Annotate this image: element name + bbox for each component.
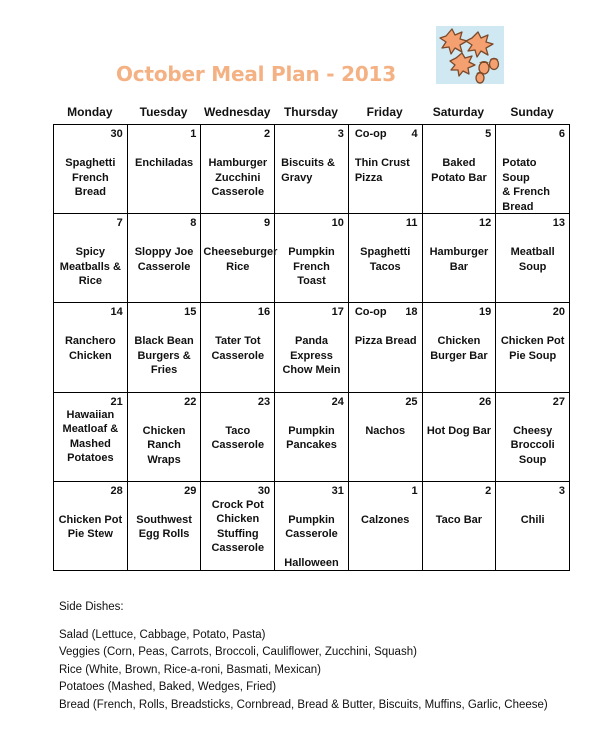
day-number: 21 bbox=[110, 395, 123, 408]
day-number: 3 bbox=[337, 128, 344, 140]
meal-name: Chicken Ranch Wraps bbox=[142, 424, 186, 466]
day-number: 28 bbox=[110, 484, 123, 497]
meal-name: Panda Express Chow Mein bbox=[282, 335, 341, 377]
calendar-cell bbox=[54, 125, 128, 214]
meal-name: Meatball Soup bbox=[510, 246, 555, 273]
meal-name: Chicken Pot Pie Soup bbox=[500, 335, 565, 362]
meal-name: Cheeseburger Rice bbox=[203, 246, 278, 273]
calendar-cell bbox=[54, 214, 128, 303]
day-number: 7 bbox=[116, 217, 123, 230]
meal-name: Crock Pot Chicken Stuffing Casserole bbox=[211, 498, 265, 555]
meal-name: Potato Soup & French Bread bbox=[502, 157, 550, 213]
calendar-cell bbox=[423, 125, 497, 214]
day-number: 26 bbox=[479, 395, 492, 408]
holiday-note: Halloween bbox=[284, 556, 339, 569]
calendar-cell bbox=[349, 482, 423, 571]
calendar-grid bbox=[53, 124, 570, 571]
meal-name: Pumpkin French Toast bbox=[288, 246, 335, 288]
meal-name: Hot Dog Bar bbox=[426, 424, 491, 437]
weekday-tuesday: Tuesday bbox=[139, 105, 188, 119]
meal-name: Tater Tot Casserole bbox=[211, 335, 265, 362]
meal-name: Chicken Pot Pie Stew bbox=[58, 513, 123, 541]
day-number: 12 bbox=[479, 217, 492, 230]
day-number: 15 bbox=[184, 306, 197, 319]
calendar-cell bbox=[201, 303, 275, 392]
day-number: 6 bbox=[558, 128, 565, 140]
calendar-cell bbox=[349, 393, 423, 482]
meal-name: Pizza Bread bbox=[354, 335, 417, 348]
day-number: 14 bbox=[110, 306, 123, 319]
calendar-cell bbox=[423, 214, 497, 303]
calendar-cell bbox=[201, 214, 278, 303]
day-number: 2 bbox=[264, 128, 271, 140]
weekday-monday: Monday bbox=[67, 105, 113, 119]
side-dishes-heading: Side Dishes: bbox=[59, 601, 124, 613]
weekday-header bbox=[53, 104, 569, 124]
day-number: 9 bbox=[264, 217, 271, 230]
meal-name: Taco Bar bbox=[435, 513, 483, 526]
side-dishes bbox=[59, 599, 548, 715]
calendar-cell bbox=[423, 303, 497, 392]
calendar-cell bbox=[128, 125, 202, 214]
day-number: 23 bbox=[257, 395, 271, 408]
calendar-cell bbox=[423, 482, 497, 571]
calendar-cell bbox=[201, 125, 275, 214]
calendar-cell bbox=[275, 214, 349, 303]
coop-tag: Co-op bbox=[354, 128, 387, 140]
day-number: 5 bbox=[485, 128, 492, 140]
weekday-wednesday: Wednesday bbox=[204, 105, 271, 119]
calendar-cell bbox=[201, 393, 275, 482]
day-number: 3 bbox=[558, 484, 565, 497]
calendar-cell bbox=[496, 125, 570, 214]
day-number: 29 bbox=[184, 484, 197, 497]
weekday-sunday: Sunday bbox=[510, 105, 554, 119]
meal-name: Biscuits & Gravy bbox=[281, 157, 335, 184]
calendar-cell bbox=[128, 482, 202, 571]
calendar-cell bbox=[496, 214, 570, 303]
day-number: 27 bbox=[552, 395, 565, 408]
calendar-cell bbox=[496, 303, 570, 392]
calendar-cell bbox=[496, 393, 570, 482]
calendar-cell bbox=[275, 393, 349, 482]
meal-name: Enchiladas bbox=[135, 157, 194, 169]
calendar-cell bbox=[275, 125, 349, 214]
day-number: 20 bbox=[552, 306, 565, 319]
meal-name: Baked Potato Bar bbox=[431, 157, 487, 184]
weekday-thursday: Thursday bbox=[283, 105, 338, 119]
day-number: 17 bbox=[331, 306, 344, 319]
meal-name: Southwest Egg Rolls bbox=[136, 513, 192, 541]
meal-name: Spicy Meatballs & Rice bbox=[59, 246, 121, 288]
calendar-cell bbox=[496, 482, 570, 571]
meal-name: Spaghetti French Bread bbox=[65, 157, 116, 198]
calendar-cell bbox=[275, 303, 349, 392]
page-title: October Meal Plan - 2013 bbox=[116, 62, 396, 86]
side-dish-item: Veggies (Corn, Peas, Carrots, Broccoli, Cauliflower, Zucchini, Squash) bbox=[59, 646, 417, 659]
day-number: 10 bbox=[331, 217, 344, 230]
meal-name: Cheesy Broccoli Soup bbox=[510, 424, 555, 466]
calendar-cell bbox=[54, 303, 128, 392]
day-number: 2 bbox=[485, 484, 492, 497]
meal-name: Nachos bbox=[365, 424, 406, 437]
autumn-leaves-icon bbox=[436, 26, 504, 84]
day-number: 22 bbox=[184, 395, 197, 408]
meal-name: Chili bbox=[520, 513, 545, 526]
meal-name: Calzones bbox=[361, 513, 410, 526]
day-number: 13 bbox=[552, 217, 565, 230]
day-number: 11 bbox=[405, 217, 418, 230]
side-dish-item: Potatoes (Mashed, Baked, Wedges, Fried) bbox=[59, 681, 277, 694]
day-number: 30 bbox=[110, 128, 123, 140]
meal-name: Hawaiian Meatloaf & Mashed Potatoes bbox=[62, 408, 119, 465]
meal-name: Spaghetti Tacos bbox=[360, 246, 411, 273]
day-number: 25 bbox=[405, 395, 418, 408]
calendar-cell bbox=[201, 482, 275, 571]
calendar-cell bbox=[349, 303, 423, 392]
side-dish-item: Rice (White, Brown, Rice-a-roni, Basmati, Mexican) bbox=[59, 663, 322, 676]
calendar-cell bbox=[128, 303, 202, 392]
calendar-cell bbox=[128, 214, 202, 303]
calendar-cell bbox=[349, 214, 423, 303]
weekday-saturday: Saturday bbox=[432, 105, 485, 119]
meal-name: Thin Crust Pizza bbox=[354, 157, 410, 184]
meal-name: Pumpkin Casserole bbox=[285, 513, 338, 541]
day-number: 24 bbox=[331, 395, 344, 408]
meal-name: Black Bean Burgers & Fries bbox=[134, 335, 194, 377]
day-number: 1 bbox=[190, 128, 197, 140]
meal-name: Sloppy Joe Casserole bbox=[134, 246, 194, 273]
day-number: 1 bbox=[411, 484, 418, 497]
day-number: 31 bbox=[331, 484, 344, 497]
calendar-cell bbox=[275, 482, 349, 571]
calendar-cell bbox=[349, 125, 423, 214]
weekday-friday: Friday bbox=[366, 105, 403, 119]
day-number: 19 bbox=[479, 306, 492, 319]
coop-tag: Co-op bbox=[354, 306, 387, 319]
meal-name: Pumpkin Pancakes bbox=[286, 424, 337, 452]
day-number: 18 bbox=[405, 306, 418, 319]
day-number: 4 bbox=[411, 128, 418, 140]
meal-name: Taco Casserole bbox=[211, 424, 265, 452]
calendar-cell bbox=[423, 393, 497, 482]
day-number: 8 bbox=[190, 217, 197, 230]
meal-name: Ranchero Chicken bbox=[64, 335, 116, 362]
day-number: 16 bbox=[257, 306, 271, 319]
meal-name: Hamburger Bar bbox=[429, 246, 489, 273]
side-dish-item: Bread (French, Rolls, Breadsticks, Cornbread, Bread & Butter, Biscuits, Muffins, Garlic, Cheese) bbox=[59, 698, 548, 711]
side-dish-item: Salad (Lettuce, Cabbage, Potato, Pasta) bbox=[59, 628, 266, 641]
calendar-cell bbox=[128, 393, 202, 482]
meal-name: Chicken Burger Bar bbox=[430, 335, 488, 362]
day-number: 30 bbox=[257, 484, 271, 497]
meal-name: Hamburger Zucchini Casserole bbox=[208, 157, 268, 198]
calendar-cell bbox=[54, 393, 128, 482]
calendar-cell bbox=[54, 482, 128, 571]
